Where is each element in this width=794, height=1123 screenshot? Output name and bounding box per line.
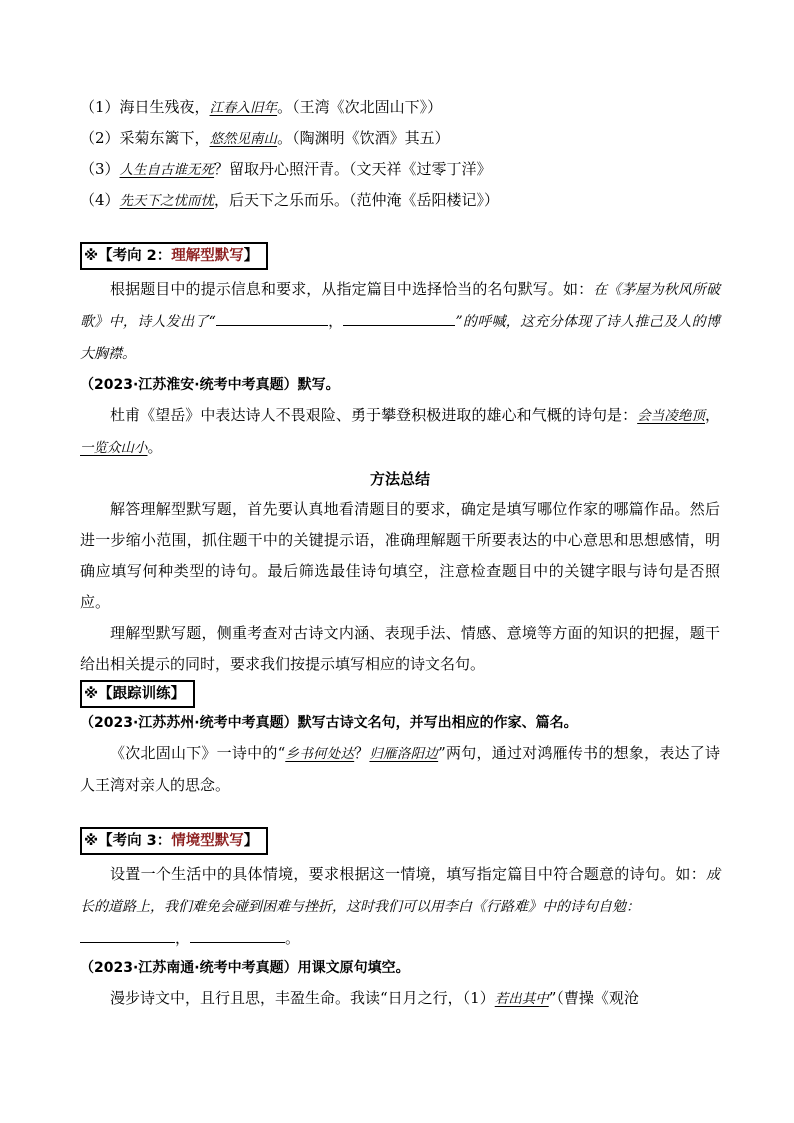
question-text: 漫步诗文中，且行且思，丰盈生命。我读“日月之行，（1）若出其中”（曹操《观沧 [110, 989, 639, 1007]
list-item: （1）海日生残夜，江春入旧年。（王湾《次北固山下》） [80, 98, 443, 116]
answer-text: 江春入旧年 [209, 100, 278, 116]
fill-line: ， 。 [80, 923, 720, 953]
fill-blank [343, 309, 455, 326]
answer-text: 乡书何处达 [285, 746, 355, 762]
question-text: 杜甫《望岳》中表达诗人不畏艰险、勇于攀登积极进取的雄心和气概的诗句是：会当凌绝顶，一览众山小。 [80, 406, 720, 456]
method-paragraph: 解答理解型默写题，首先要认真地看清题目的要求，确定是填写哪位作家的哪篇作品。然后进一步缩小范围，抓住题干中的关键提示语，准确理解题干所要表达的中心意思和思想感情，明确应填写何种类型的诗句。最后筛选最佳诗句填空，注意检查题目中的关键字眼与诗句是否照应。 [80, 500, 720, 611]
answer-text: 人生自古谁无死 [119, 162, 215, 178]
list-item: （2）采菊东篱下，悠然见南山。（陶渊明《饮酒》其五） [80, 129, 450, 147]
question-source: （2023·江苏淮安·统考中考真题）默写。 [80, 377, 340, 393]
tracking-heading: ※【跟踪训练】 [80, 680, 195, 708]
answer-text: 归雁洛阳边 [369, 746, 439, 762]
list-item: （4）先天下之忧而忧，后天下之乐而乐。（范仲淹《岳阳楼记》） [80, 191, 500, 209]
answer-text: 一览众山小 [80, 440, 148, 456]
fill-blank [216, 309, 328, 326]
method-paragraph: 理解型默写题，侧重考查对古诗文内涵、表现手法、情感、意境等方面的知识的把握，题干给出相关提示的同时，要求我们按提示填写相应的诗文名句。 [80, 624, 720, 673]
answer-text: 会当凌绝顶 [637, 408, 705, 424]
section2-intro: 根据题目中的提示信息和要求，从指定篇目中选择恰当的名句默写。如：在《茅屋为秋风所破歌》中，诗人发出了“ ， ”的呼喊，这充分体现了诗人推己及人的博大胸襟。 [80, 280, 720, 362]
question-source: （2023·江苏南通·统考中考真题）用课文原句填空。 [80, 960, 410, 976]
answer-text: 悠然见南山 [209, 131, 278, 147]
answer-text: 若出其中 [494, 991, 549, 1007]
section3-intro: 设置一个生活中的具体情境，要求根据这一情境，填写指定篇目中符合题意的诗句。如：成长的道路上，我们难免会碰到困难与挫折，这时我们可以用李白《行路难》中的诗句自勉： [80, 865, 720, 915]
section-heading-3: ※【考向 3：情境型默写】 [80, 827, 268, 855]
question-source: （2023·江苏苏州·统考中考真题）默写古诗文名句，并写出相应的作家、篇名。 [80, 715, 578, 731]
section-heading-2: ※【考向 2：理解型默写】 [80, 242, 268, 270]
question-text: 《次北固山下》一诗中的“乡书何处达？归雁洛阳边”两句，通过对鸿雁传书的想象，表达了诗人王湾对亲人的思念。 [80, 744, 721, 794]
list-item: （3）人生自古谁无死？留取丹心照汗青。（文天祥《过零丁洋》 [80, 160, 492, 178]
fill-blank [80, 926, 175, 943]
method-summary-title: 方法总结 [369, 470, 430, 488]
document-page [80, 92, 720, 1015]
fill-blank [190, 926, 285, 943]
answer-text: 先天下之忧而忧 [119, 193, 215, 209]
answer-list [80, 92, 720, 216]
